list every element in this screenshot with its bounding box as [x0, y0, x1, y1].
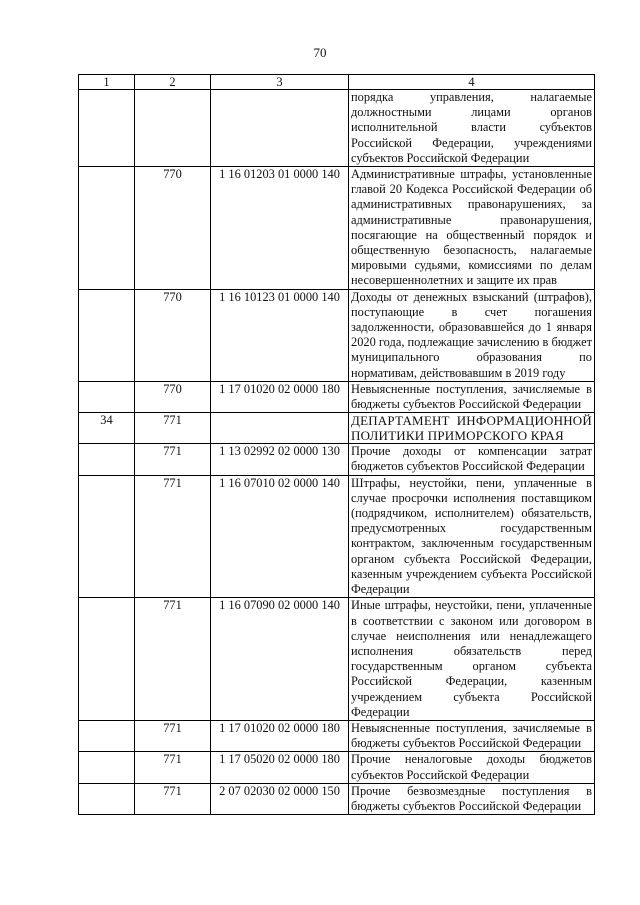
description-cell: Доходы от денежных взысканий (штрафов), поступающие в счет погашения задолженности, образовавшейся до 1 января 2020 года, подлежащие зачислению в бюджет муниципального образования по нормативам, действовавшим в 2019 году — [349, 289, 595, 381]
row-number-cell — [79, 90, 135, 167]
row-number-cell — [79, 167, 135, 290]
description-cell: Прочие доходы от компенсации затрат бюджетов субъектов Российской Федерации — [349, 444, 595, 475]
description-cell: порядка управления, налагаемые должностными лицами органов исполнительной власти субъектов Российской Федерации, учреждениями субъектов Российской Федерации — [349, 90, 595, 167]
column-header-4: 4 — [349, 75, 595, 90]
row-number-cell — [79, 475, 135, 598]
description-cell: Прочие неналоговые доходы бюджетов субъектов Российской Федерации — [349, 752, 595, 783]
table-row — [79, 381, 595, 412]
revenue-code-cell: 1 13 02992 02 0000 130 — [211, 444, 349, 475]
description-cell: Административные штрафы, установленные главой 20 Кодекса Российской Федерации об административных правонарушениях, за административные правонарушения, посягающие на общественный порядок и общественную безопасность, налагаемые мировыми судьями, комиссиями по делам несовершеннолетних и защите их прав — [349, 167, 595, 290]
table-row — [79, 598, 595, 721]
description-cell: Невыясненные поступления, зачисляемые в бюджеты субъектов Российской Федерации — [349, 381, 595, 412]
row-number-cell — [79, 720, 135, 751]
row-number-cell — [79, 598, 135, 721]
table-row — [79, 90, 595, 167]
table-row — [79, 167, 595, 290]
row-number-cell — [79, 783, 135, 814]
revenue-code-cell: 2 07 02030 02 0000 150 — [211, 783, 349, 814]
admin-code-cell: 771 — [135, 444, 211, 475]
admin-code-cell: 770 — [135, 289, 211, 381]
page-number: 70 — [313, 45, 327, 60]
revenue-code-cell: 1 17 05020 02 0000 180 — [211, 752, 349, 783]
row-number-cell — [79, 444, 135, 475]
revenue-code-cell: 1 17 01020 02 0000 180 — [211, 381, 349, 412]
admin-code-cell: 771 — [135, 475, 211, 598]
table-row — [79, 783, 595, 814]
table-row — [79, 475, 595, 598]
admin-code-cell: 771 — [135, 598, 211, 721]
admin-code-cell: 771 — [135, 783, 211, 814]
admin-code-cell — [135, 90, 211, 167]
admin-code-cell: 770 — [135, 167, 211, 290]
department-heading-cell: ДЕПАРТАМЕНТ ИНФОРМАЦИОННОЙ ПОЛИТИКИ ПРИМОРСКОГО КРАЯ — [349, 413, 595, 444]
row-number-cell: 34 — [79, 413, 135, 444]
revenue-code-cell: 1 16 01203 01 0000 140 — [211, 167, 349, 290]
table-header-row — [79, 75, 595, 90]
revenue-code-cell: 1 16 07090 02 0000 140 — [211, 598, 349, 721]
row-number-cell — [79, 381, 135, 412]
column-header-3: 3 — [211, 75, 349, 90]
table-row — [79, 444, 595, 475]
table-row — [79, 289, 595, 381]
revenue-code-cell — [211, 90, 349, 167]
table-row — [79, 413, 595, 444]
description-cell: Иные штрафы, неустойки, пени, уплаченные в соответствии с законом или договором в случае неисполнения или ненадлежащего исполнения обязательств перед государственным органом субъекта Российской Федерации, казенным учреждением субъекта Российской Федерации — [349, 598, 595, 721]
revenue-codes-table — [78, 74, 595, 815]
revenue-code-cell: 1 16 10123 01 0000 140 — [211, 289, 349, 381]
admin-code-cell: 771 — [135, 413, 211, 444]
column-header-2: 2 — [135, 75, 211, 90]
revenue-code-cell: 1 17 01020 02 0000 180 — [211, 720, 349, 751]
admin-code-cell: 771 — [135, 752, 211, 783]
description-cell: Штрафы, неустойки, пени, уплаченные в случае просрочки исполнения поставщиком (подрядчиком, исполнителем) обязательств, предусмотренных государственным контрактом, заключенным государственным органом субъекта Российской Федерации, казенным учреждением субъекта Российской Федерации — [349, 475, 595, 598]
description-cell: Прочие безвозмездные поступления в бюджеты субъектов Российской Федерации — [349, 783, 595, 814]
description-cell: Невыясненные поступления, зачисляемые в бюджеты субъектов Российской Федерации — [349, 720, 595, 751]
table-row — [79, 720, 595, 751]
table-row — [79, 752, 595, 783]
column-header-1: 1 — [79, 75, 135, 90]
admin-code-cell: 771 — [135, 720, 211, 751]
admin-code-cell: 770 — [135, 381, 211, 412]
row-number-cell — [79, 289, 135, 381]
revenue-code-cell — [211, 413, 349, 444]
row-number-cell — [79, 752, 135, 783]
revenue-code-cell: 1 16 07010 02 0000 140 — [211, 475, 349, 598]
